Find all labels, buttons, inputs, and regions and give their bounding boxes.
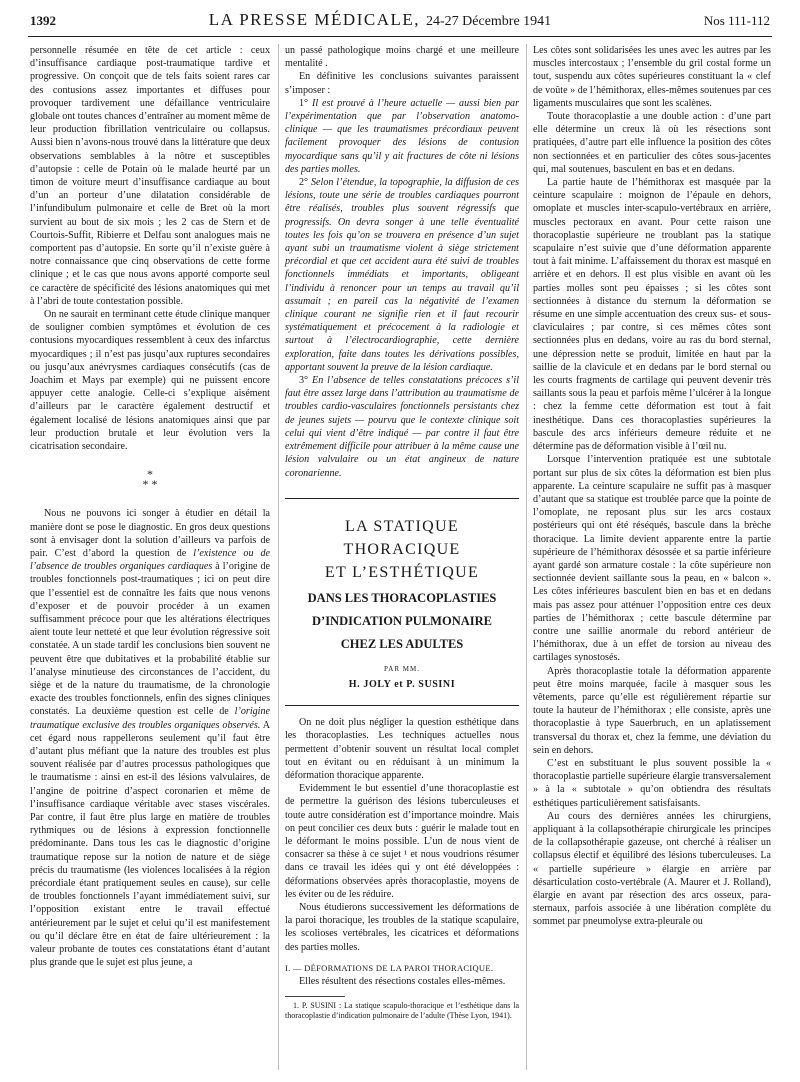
- column-3: [533, 44, 771, 929]
- paragraph: Après thoracoplastie totale la déformation apparente peut être moins marquée, facile à masquer sous les vêtements, parce qu’elle est régulièrement répartie sur toute la hauteur de l’hémithorax ; elle consiste, après une thoracoplastie à type Sauerbruch, en un aplatissement transversal du thorax et, chez la femme, une déviation du sein en dehors.: [533, 665, 771, 756]
- column-separator: [526, 44, 527, 1070]
- column-1: [30, 44, 270, 969]
- conclusion-text: Il est prouvé à l’heure actuelle — aussi bien par l’expérimentation que par l’observation anatomo-clinique — que les traumatismes précordiaux peuvent facilement provoquer des lésions de contusion myocardique sans qu’il y ait fractures de côte ni lésions des parties molles.: [285, 97, 519, 175]
- footnote-rule: [285, 996, 345, 997]
- italic-run: l’existence ou de l’absence de troubles organiques cardiaques: [30, 547, 270, 573]
- column-separator: [278, 44, 279, 1070]
- paragraph: Nous étudierons successivement les déformations de la paroi thoracique, les troubles de la statique scapulaire, les scolioses vertébrales, les cicatrices et déformations des parties molles.: [285, 901, 519, 953]
- section-break-asterisks: [30, 467, 270, 492]
- section-title: I. — DÉFORMATIONS DE LA PAROI THORACIQUE.: [285, 962, 494, 973]
- paragraph-diagnosis: [30, 507, 270, 969]
- page-number: 1392: [30, 13, 56, 28]
- header-rule: [28, 36, 772, 37]
- paragraph: Lorsque l’intervention pratiquée est une subtotale portant sur plus de six côtes la déformation est bien plus apparente. La ceinture scapulaire ne suffit pas à masquer d’autant que sa statique est troublée parce que la pointe de l’omoplate, ne reposant plus sur les arcs costaux postérieurs qui ont été réséqués, bascule dans la brèche thoracique. La limite devient apparente entre la partie supérieure de l’hémithorax désossée et sa partie inférieure ayant gardé son armature costale : la côte supérieure non sectionnée devient saillante sous la peau, en « balcon ». Les côtes inférieures basculent bien en bas et en dedans mais pas assez pour atténuer l’opposition entre ces deux parties de l’hémithorax ; cette bascule détermine par contre une saillie anormale du rebord antérieur de l’hémithorax, due à un effet de torsion au niveau des cartilages synostosés.: [533, 454, 771, 664]
- text-run: A cet égard nous rappellerons seulement qu’il faut être d’autant plus méfiant que la nature des troubles est plus souvent réalisée par d’autres processus pathologiques que le traumatisme : ainsi en est-il des lésions valvulaires, de l’angine de poitrine d’aspect coronarien et même de l’insuffisance cardiaque véritable avec stases viscérales. Par contre, il faut être plus large en matière de troubles rythmiques ou de lésions à expression fonctionnelle prédominante. Dans tous les cas le diagnostic d’origine traumatique repose sur la notion de nature et de siège précis du traumatisme (les violences localisées à la région précordiale étant pratiquement seules en cause), sur celle de troubles fonctionnels l’ayant immédiatement suivi, sur l’opposition existant entre le travail effectué antérieurement par le sujet et celui qu’il est manifestement ou qu’il déclare être en état de faire ultérieurement : la valeur probante de toutes ces constatations étant d’autant plus grande que le sujet est plus jeune, a: [30, 719, 270, 969]
- issue-number: Nos 111-112: [703, 13, 770, 28]
- conclusion-number: 3°: [299, 375, 313, 387]
- paragraph: Au cours des dernières années les chirurgiens, appliquant à la collapsothérapie chirurgicale les principes de la collapsothérapie gazeuse, ont cherché à réaliser un collapsus électif et équilibré des lésions tuberculeuses. La « partielle supérieure » élargie en arrière par désarticulation costo-vertébrale (A. Maurer et J. Rolland), élargie en avant par résection des arcs osseux, para-sternaux, parfois associée à une libération complète du sommet par pneumolyse extra-pleurale ou: [533, 810, 771, 928]
- paragraph: Elles résultent des résections costales elles-mêmes.: [299, 975, 506, 987]
- conclusion-number: 1°: [299, 97, 312, 109]
- page-header: [30, 10, 770, 34]
- paragraph: Toute thoracoplastie a une double action : d’une part elle détermine un creux là où les résections sont pratiquées, d’autre part elle influence la position des côtes non sectionnées et en particulier des côtes sous-jacentes qui, mal soutenues, basculent en bas et en dedans.: [533, 111, 771, 175]
- conclusion-text: En l’absence de telles constatations précoces s’il faut être assez large dans l’attribution au traumatisme de troubles cardio-vasculaires fonctionnels persistants chez de jeunes sujets — pourvu que le contexte clinique soit celui qui vient d’être indiqué — par contre il faut être extrêmement difficile pour attribuer à la même cause une lésion valvulaire ou un état angineux de nature coronarienne.: [285, 375, 519, 479]
- conclusion-2: [285, 176, 519, 374]
- italic-run: l’origine traumatique exclusive des troubles organiques observés.: [30, 706, 270, 731]
- article-subtitle-line-3: CHEZ LES ADULTES: [340, 636, 464, 651]
- asterisk-top: *: [147, 467, 153, 482]
- asterisk-bottom: * *: [142, 477, 158, 492]
- article-heading: [285, 498, 519, 706]
- text-run: Nous ne pouvons ici songer à étudier en détail la manière dont se pose le diagnostic. En gros deux questions sont à envisager dont la solution d’ailleurs va parfois de pair. C’est d’abord la question de: [30, 508, 270, 559]
- conclusion-number: 2°: [299, 177, 311, 189]
- article-subtitle-line-1: DANS LES THORACOPLASTIES: [307, 590, 497, 605]
- masthead-title: LA PRESSE MÉDICALE,: [208, 10, 420, 29]
- masthead: [209, 10, 551, 30]
- conclusion-3: [285, 374, 519, 480]
- paragraph: En définitive les conclusions suivantes paraissent s’imposer :: [285, 71, 519, 96]
- paragraph: On ne doit plus négliger la question esthétique dans les thoracoplasties. Les techniques actuelles nous permettent d’obtenir souvent un résultat local complet tout en évitant ou en réduisant à un minimum la déformation thoracique apparente.: [285, 717, 519, 781]
- paragraph: un passé pathologique moins chargé et une meilleure mentalité .: [285, 45, 519, 70]
- paragraph: personnelle résumée en tête de cet article : ceux d’insuffisance cardiaque post-traumatique tardive et progressive. On conçoit que de tels faits soient rares car des contusions assez importantes et diffuses pour provoquer tardivement une défaillance ventriculaire globale ont toutes chances d’entraîner au moment même de leur production fibrillation ventriculaire ou collapsus. Aussi bien n’avons-nous trouvé dans la littérature que deux observations semblables à la nôtre et susceptibles d’autopsie : celle de Potain où le malade heurté par un timon de voiture meurt d’insuffisance cardiaque au bout d’un an porteur d’une dilatation considérable de l’infundibulum pulmonaire et celle de Bret où la mort survient au bout de six mois ; les 2 cas de Stern et de Courtois-Suffit, Ribierre et Delfau sont analogues mais ne comportent pas d’autopsie. En sorte qu’il n’existe guère à notre connaissance que cinq observations de cette forme clinique ; et le cas que nous avons apporté comporte seul ce caractère de spécificité des lésions anatomiques qui met à l’abri de toute contestation possible.: [30, 45, 270, 307]
- paragraph: C’est en substituant le plus souvent possible la « thoracoplastie partielle supérieure élargie transversalement » à la « subtotale » qu’on obtiendra des résultats esthétiques particulièrement satisfaisants.: [533, 757, 771, 809]
- article-title-line-1: LA STATIQUE THORACIQUE: [343, 517, 461, 558]
- conclusion-1: [285, 97, 519, 176]
- authors: H. JOLY et P. SUSINI: [348, 678, 456, 690]
- paragraph: Evidemment le but essentiel d’une thoracoplastie est de permettre la guérison des lésions tuberculeuses et toute autre considération est d’importance moindre. Mais on peut concilier ces deux buts : guérir le malade tout en le déformant le moins possible. L’un de nous vient de consacrer sa thèse à ce sujet ¹ et nous voudrions résumer dans ce travail les idées qui y ont été développées : déformations observées après thoracoplastie, moyens de les éviter ou de les réduire.: [285, 783, 519, 900]
- column-2: [285, 44, 519, 1022]
- text-run: à l’origine de troubles fonctionnels post-traumatiques ; ici on peut dire que l’essentiel est de connaître les faits que nous venons d’exposer et de pouvoir procéder à un examen suffisamment précoce pour que les altérations électriques aient toute leur netteté et que leur évolution régressive soit constatée. A un stade tardif les conclusions bien souvent ne peuvent être que dubitatives et la probabilité établie sur l’analyse minutieuse des circonstances de l’accident, du siège et de la nature du traumatisme, de la chronologie exacte des troubles fonctionnels, enfin des signes cliniques constatés. La deuxième question est celle de: [30, 561, 270, 718]
- article-subtitle-line-2: D’INDICATION PULMONAIRE: [312, 613, 492, 628]
- paragraph: La partie haute de l’hémithorax est masquée par la ceinture scapulaire : moignon de l’épaule en dehors, omoplate et muscles inter-scapulo-vertébraux en arrière, muscles pectoraux en avant. Pour cette raison une thoracoplastie supérieure ne troublant pas la statique scapulaire n’est suivie que d’une déformation apparente tout à fait minime. L’affaissement du thorax est masqué en arrière et en dehors. Il est plus visible en avant où les parties molles sont peu épaisses ; si les côtes sont sectionnées à distance du sternum la déformation se résume en une simple accentuation des creux sus- et sous-claviculaires ; par contre, si ces mêmes côtes sont sectionnées plus en dedans, voire au ras du bord sternal, une dépression nette se produit, limitée en haut par la saillie de la clavicule et en dedans par le bord sternal ou les courts fragments de cartilage qui peuvent devenir très saillants sous la peau et parfois même l’ulcérer à la longue : chez la femme cette déformation est tout à fait inesthétique. Dans ces thoracoplasties supérieures la bascule des arcs inférieurs demeure réduite et ne détermine pas de déformation visible à l’œil nu.: [533, 177, 771, 453]
- paragraph: On ne saurait en terminant cette étude clinique manquer de souligner combien symptômes et évolution de ces contusions myocardiques ressemblent à ceux des infarctus myocardiques ; il n’est pas jusqu’aux ruptures secondaires ou jusqu’aux anévrysmes cardiaques consécutifs (cas de Joachim et Mays par exemple) qui ne puissent encore appuyer cette analogie. Celle-ci s’explique aisément d’ailleurs par le caractère également destructif et également localisé de lésions anatomiques ainsi que par leur production brutale et leur évolution vers la cicatrisation secondaire.: [30, 309, 270, 453]
- article-title-line-2: ET L’ESTHÉTIQUE: [324, 563, 480, 581]
- conclusion-text: Selon l’étendue, la topographie, la diffusion de ces lésions, toute une série de troubles cardiaques pourront être réalisés, troubles plus souvent régressifs que progressifs. On devra songer à une telle éventualité toutes les fois qu’on se trouvera en présence d’un sujet ayant subi un traumatisme violent à siège strictement précordial et que cet accident aura été suivi de troubles fonctionnels immédiats et importants, obligeant l’individu à renoncer pour un temps au travail qu’il assumait ; en pareil cas la négativité de l’examen clinique courant ne signifie rien et il faut recourir systématiquement et précocement à la radiologie et surtout à l’électrocardiographie, cette dernière exploration, faite dans toutes les dérivations possibles, apportant souvent la preuve de la lésion cardiaque.: [285, 177, 520, 373]
- paragraph: Les côtes sont solidarisées les unes avec les autres par les muscles intercostaux ; l’ensemble du gril costal forme un tout, suspendu aux côtes supérieures constituant la « clef de voûte » de l’hémithorax, elles-mêmes soutenues par ces ligaments musculaires que sont les scalènes.: [533, 45, 771, 109]
- footnote: 1. P. SUSINI : La statique scapulo-thoracique et l’esthétique dans la thoracoplastie d’indication pulmonaire de l’adulte (Thèse Lyon, 1941).: [285, 1001, 519, 1021]
- issue-date: 24-27 Décembre 1941: [426, 14, 552, 29]
- byline-prefix: PAR MM.: [384, 664, 420, 673]
